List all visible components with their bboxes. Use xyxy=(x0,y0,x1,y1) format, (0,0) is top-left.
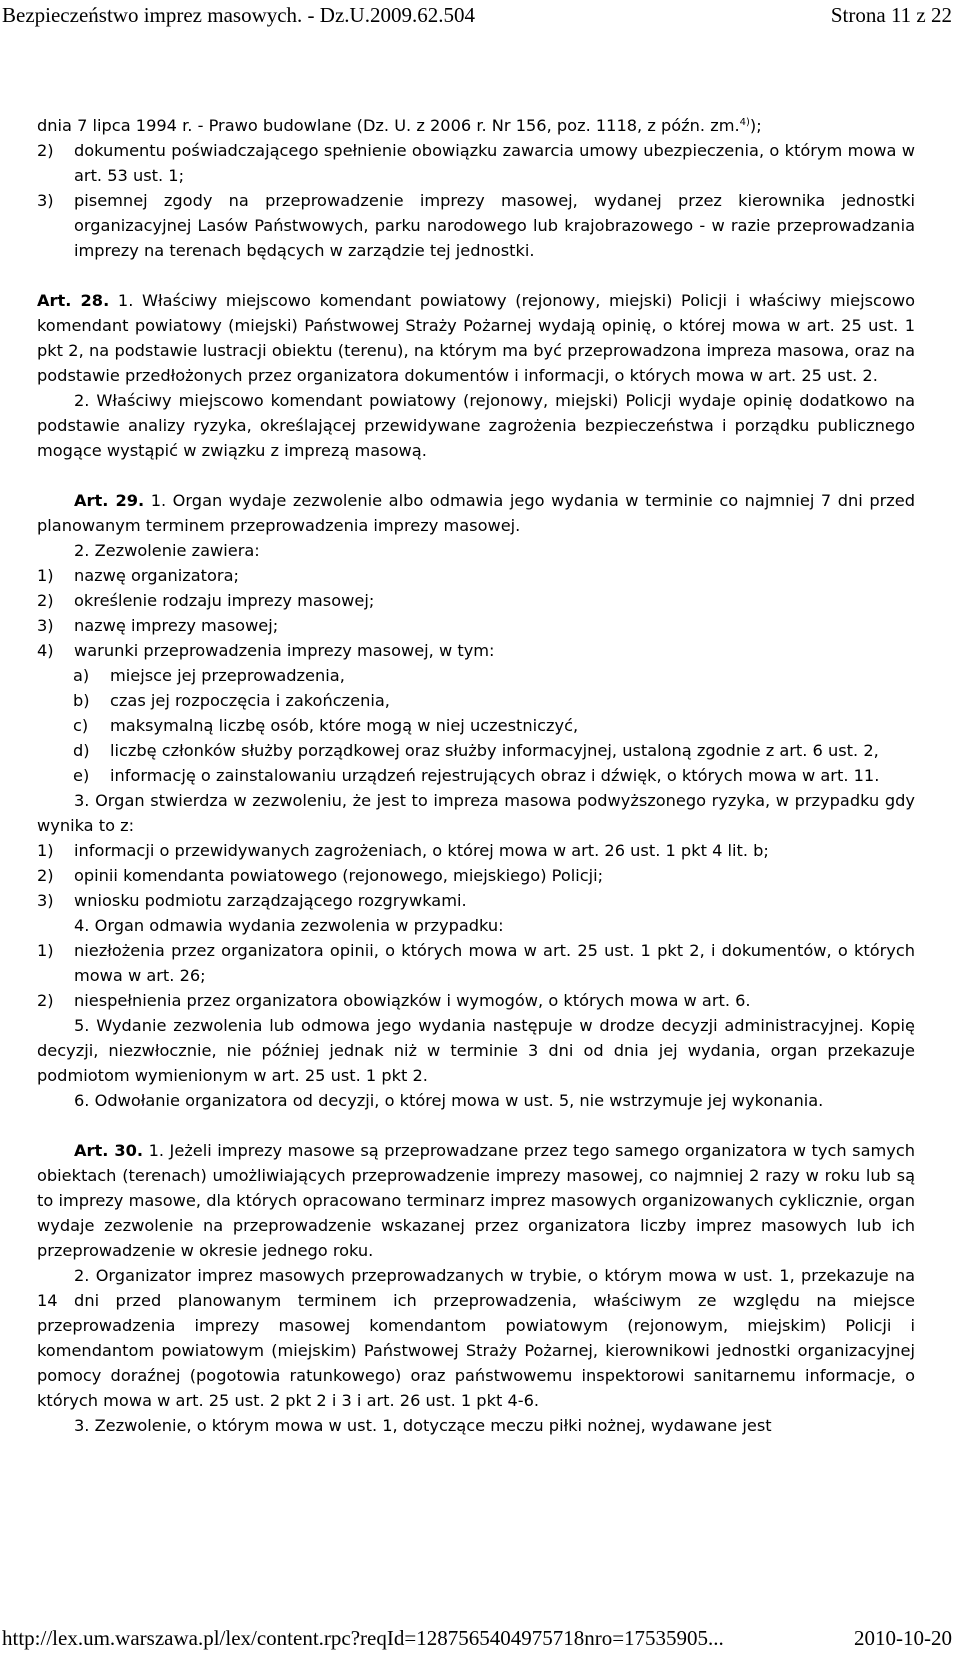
list-item: 2) opinii komendanta powiatowego (rejonowego, miejskiego) Policji; xyxy=(37,866,604,885)
article-label: Art. 28. xyxy=(37,291,110,310)
list-item: 3) nazwę imprezy masowej; xyxy=(37,616,279,635)
sub-list-item: e) informację o zainstalowaniu urządzeń rejestrujących obraz i dźwięk, o których mowa w art. 11. xyxy=(73,766,880,785)
list-item: 4) warunki przeprowadzenia imprezy masowej, w tym: xyxy=(37,641,495,660)
sub-list-item: a) miejsce jej przeprowadzenia, xyxy=(73,666,345,685)
paragraph: 4. Organ odmawia wydania zezwolenia w przypadku: xyxy=(74,916,504,935)
list-item: 2) dokumentu poświadczającego spełnienie obowiązku zawarcia umowy ubezpieczenia, o którym mowa w art. 53 ust. 1; xyxy=(37,141,915,185)
article-28: Art. 28. 1. Właściwy miejscowo komendant powiatowy (rejonowy, miejski) Policji i właściwy miejscowo komendant powiatowy (miejski) Państwowej Straży Pożarnej wydają opinię, o której mowa w art. 25 ust. 1 pkt 2, na podstawie lustracji obiektu (terenu), na którym ma być przeprowadzona impreza masowa, oraz na podstawie przedłożonych przez organizatora dokumentów i informacji, o których mowa w art. 25 ust. 2. xyxy=(37,291,915,385)
paragraph: 6. Odwołanie organizatora od decyzji, o której mowa w ust. 5, nie wstrzymuje jej wykonania. xyxy=(74,1091,824,1110)
list-item: 2) niespełnienia przez organizatora obowiązków i wymogów, o których mowa w art. 6. xyxy=(37,991,751,1010)
paragraph: 2. Organizator imprez masowych przeprowadzanych w trybie, o którym mowa w ust. 1, przekazuje na 14 dni przed planowanym terminem ich przeprowadzenia, właściwym ze względu na miejsce przeprowadzenia imprezy masowej komendantom powiatowym (rejonowym, miejskim) Policji i komendantom powiatowym (miejskim) Państwowej Straży Pożarnej, kierownikowi jednostki organizacyjnej pomocy doraźnej (pogotowia ratunkowego) oraz państwowemu inspektorowi sanitarnemu informacje, o których mowa w art. 25 ust. 2 pkt 2 i 3 i art. 26 ust. 1 pkt 4-6. xyxy=(37,1266,915,1410)
list-item: 1) informacji o przewidywanych zagrożeniach, o której mowa w art. 26 ust. 1 pkt 4 lit. b; xyxy=(37,841,769,860)
paragraph: 3. Organ stwierdza w zezwoleniu, że jest to impreza masowa podwyższonego ryzyka, w przypadku gdy wynika to z: xyxy=(37,791,915,835)
page-footer xyxy=(0,1623,960,1653)
list-item: 1) niezłożenia przez organizatora opinii, o których mowa w art. 25 ust. 1 pkt 2, i dokumentów, o których mowa w art. 26; xyxy=(37,941,915,985)
document-body xyxy=(37,113,915,1438)
print-date: 2010-10-20 xyxy=(854,1626,952,1650)
article-label: Art. 30. xyxy=(74,1141,144,1160)
list-item: 3) pisemnej zgody na przeprowadzenie imprezy masowej, wydanej przez kierownika jednostki organizacyjnej Lasów Państwowych, parku narodowego lub krajobrazowego - w razie przeprowadzania imprezy na terenach będących w zarządzie tej jednostki. xyxy=(37,191,915,260)
article-29: Art. 29. 1. Organ wydaje zezwolenie albo odmawia jego wydania w terminie co najmniej 7 dni przed planowanym terminem przeprowadzenia imprezy masowej. xyxy=(37,491,915,535)
document-title: Bezpieczeństwo imprez masowych. - Dz.U.2009.62.504 xyxy=(2,3,475,27)
list-item: 2) określenie rodzaju imprezy masowej; xyxy=(37,591,375,610)
sub-list-item: c) maksymalną liczbę osób, które mogą w niej uczestniczyć, xyxy=(73,716,579,735)
list-item: 1) nazwę organizatora; xyxy=(37,566,239,585)
paragraph: 2. Zezwolenie zawiera: xyxy=(74,541,260,560)
article-30: Art. 30. 1. Jeżeli imprezy masowe są przeprowadzane przez tego samego organizatora w tych samych obiektach (terenach) umożliwiających przeprowadzenie imprezy masowej, co najmniej 2 razy w roku lub są to imprezy masowe, dla których opracowano terminarz imprez masowych organizowanych cyklicznie, organ wydaje zezwolenie na przeprowadzenie wskazanej przez organizatora liczby imprez masowych lub ich przeprowadzenie w okresie jednego roku. xyxy=(37,1141,915,1260)
paragraph: 3. Zezwolenie, o którym mowa w ust. 1, dotyczące meczu piłki nożnej, wydawane jest xyxy=(74,1416,772,1435)
page-header xyxy=(0,0,960,30)
page-number: Strona 11 z 22 xyxy=(830,3,952,27)
paragraph-continued: dnia 7 lipca 1994 r. - Prawo budowlane (Dz. U. z 2006 r. Nr 156, poz. 1118, z późn. zm.$^{4)}$); xyxy=(37,116,762,135)
sub-list-item: d) liczbę członków służby porządkowej oraz służby informacyjnej, ustaloną zgodnie z art. 6 ust. 2, xyxy=(73,741,879,760)
source-url[interactable]: http://lex.um.warszawa.pl/lex/content.rpc?reqId=1287565404975718nro=17535905... xyxy=(2,1626,724,1650)
paragraph: 5. Wydanie zezwolenia lub odmowa jego wydania następuje w drodze decyzji administracyjnej. Kopię decyzji, niezwłocznie, nie później jednak niż w terminie 3 dni od dnia jej wydania, organ przekazuje podmiotom wymienionym w art. 25 ust. 1 pkt 2. xyxy=(37,1016,915,1085)
article-label: Art. 29. xyxy=(74,491,145,510)
paragraph: 2. Właściwy miejscowo komendant powiatowy (rejonowy, miejski) Policji wydaje opinię dodatkowo na podstawie analizy ryzyka, określającej przewidywane zagrożenia bezpieczeństwa i porządku publicznego mogące wystąpić w związku z imprezą masową. xyxy=(37,391,915,460)
sub-list-item: b) czas jej rozpoczęcia i zakończenia, xyxy=(73,691,390,710)
list-item: 3) wniosku podmiotu zarządzającego rozgrywkami. xyxy=(37,891,467,910)
footnote-ref: 4) xyxy=(739,117,750,128)
